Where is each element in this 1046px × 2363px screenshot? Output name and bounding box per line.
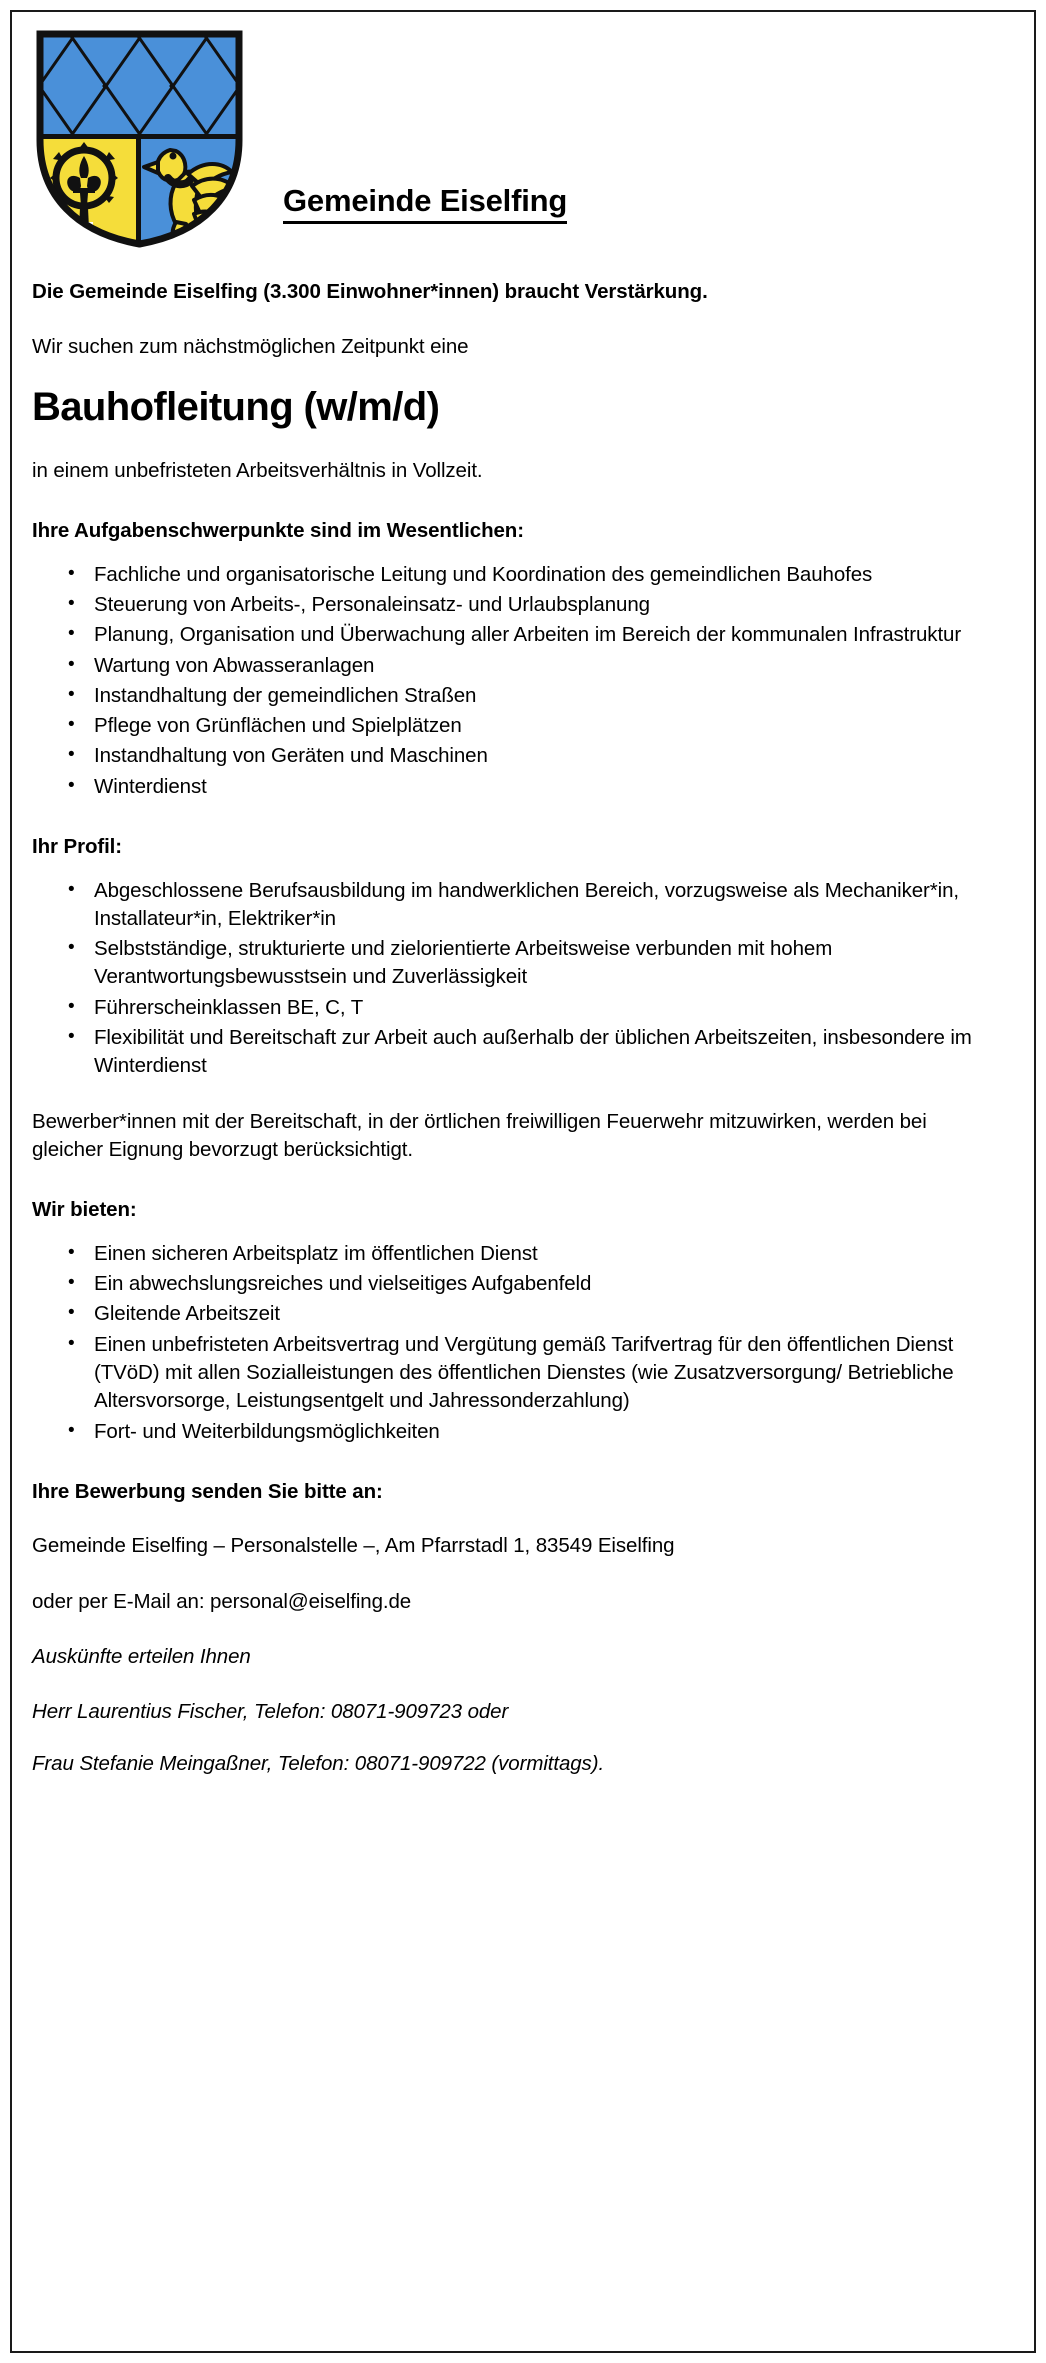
profile-heading: Ihr Profil: <box>32 834 123 858</box>
document-header <box>32 28 994 260</box>
list-item: • Fort- und Weiterbildungsmöglichkeiten <box>94 1418 994 1446</box>
list-item: • Instandhaltung von Geräten und Maschinen <box>94 742 994 770</box>
list-item: • Führerscheinklassen BE, C, T <box>94 994 994 1022</box>
tasks-heading: Ihre Aufgabenschwerpunkte sind im Wesentlichen: <box>32 519 524 543</box>
organization-title-wrap <box>247 28 994 250</box>
list-item: • Selbstständige, strukturierte und zielorientierte Arbeitsweise verbunden mit hohem Verantwortungsbewusstsein und Zuverlässigkeit <box>94 935 994 992</box>
job-title: Bauhofleitung (w/m/d) <box>32 385 440 430</box>
coat-of-arms-icon <box>32 28 247 250</box>
list-item: • Winterdienst <box>94 773 994 801</box>
page-title: Gemeinde Eiselfing <box>283 184 567 224</box>
lead-statement: Die Gemeinde Eiselfing (3.300 Einwohner*innen) braucht Verstärkung. <box>32 280 708 303</box>
list-item: • Instandhaltung der gemeindlichen Straßen <box>94 682 994 710</box>
volunteer-fire-brigade-note: Bewerber*innen mit der Bereitschaft, in der örtlichen freiwilligen Feuerwehr mitzuwirken, werden bei gleicher Eignung bevorzugt berücksichtigt. <box>32 1109 927 1161</box>
list-item: • Wartung von Abwasseranlagen <box>94 652 994 680</box>
searching-statement: Wir suchen zum nächstmöglichen Zeitpunkt eine <box>32 334 469 358</box>
application-heading: Ihre Bewerbung senden Sie bitte an: <box>32 1479 383 1503</box>
list-item: • Planung, Organisation und Überwachung aller Arbeiten im Bereich der kommunalen Infrastruktur <box>94 621 994 649</box>
offer-list <box>32 1240 994 1446</box>
list-item: • Ein abwechslungsreiches und vielseitiges Aufgabenfeld <box>94 1270 994 1298</box>
list-item: • Einen sicheren Arbeitsplatz im öffentlichen Dienst <box>94 1240 994 1268</box>
contract-type: in einem unbefristeten Arbeitsverhältnis in Vollzeit. <box>32 459 483 483</box>
list-item: • Steuerung von Arbeits-, Personaleinsatz- und Urlaubsplanung <box>94 591 994 619</box>
offer-heading: Wir bieten: <box>32 1198 137 1222</box>
list-item: • Fachliche und organisatorische Leitung und Koordination des gemeindlichen Bauhofes <box>94 561 994 589</box>
contact-person-2: Frau Stefanie Meingaßner, Telefon: 08071-909722 (vormittags). <box>32 1751 605 1775</box>
list-item: • Abgeschlossene Berufsausbildung im handwerklichen Bereich, vorzugsweise als Mechaniker*in, Installateur*in, Elektriker*in <box>94 877 994 934</box>
tasks-list <box>32 561 994 801</box>
contact-person-1: Herr Laurentius Fischer, Telefon: 08071-909723 oder <box>32 1700 509 1724</box>
email-line: oder per E-Mail an: personal@eiselfing.de <box>32 1589 412 1613</box>
list-item: • Einen unbefristeten Arbeitsvertrag und Vergütung gemäß Tarifvertrag für den öffentlichen Dienst (TVöD) mit allen Sozialleistungen des öffentlichen Dienstes (wie Zusatzversorgung/ Betriebliche Altersvorsorge, Leistungsentgelt und Jahressonderzahlung) <box>94 1331 994 1416</box>
list-item: • Gleitende Arbeitszeit <box>94 1300 994 1328</box>
document-content <box>32 28 994 1778</box>
information-intro: Auskünfte erteilen Ihnen <box>32 1645 251 1669</box>
list-item: • Flexibilität und Bereitschaft zur Arbeit auch außerhalb der üblichen Arbeitszeiten, insbesondere im Winterdienst <box>94 1024 994 1081</box>
list-item: • Pflege von Grünflächen und Spielplätzen <box>94 712 994 740</box>
profile-list <box>32 877 994 1081</box>
postal-address: Gemeinde Eiselfing – Personalstelle –, Am Pfarrstadl 1, 83549 Eiselfing <box>32 1534 675 1558</box>
